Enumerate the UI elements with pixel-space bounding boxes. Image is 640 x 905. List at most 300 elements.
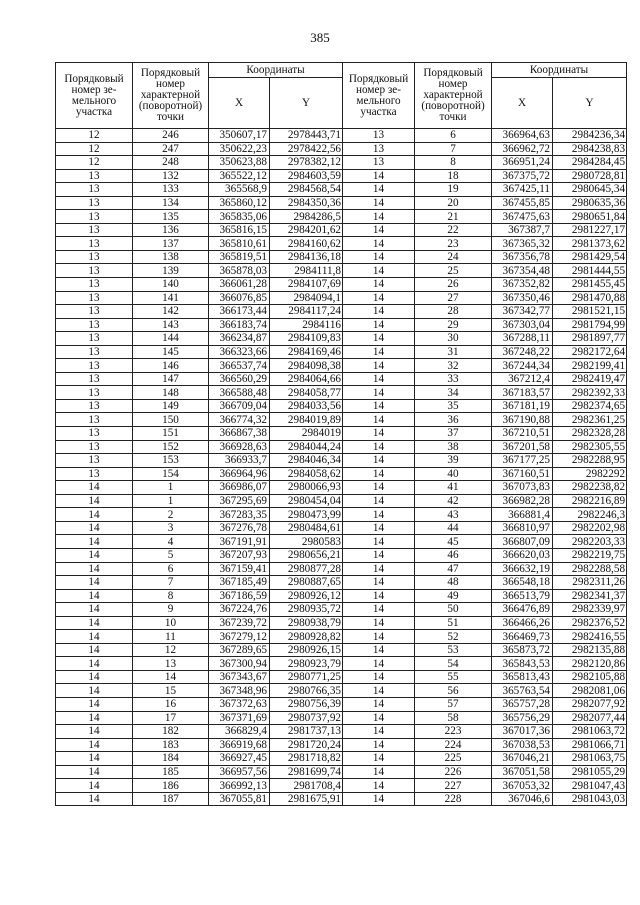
table-row — [56, 142, 627, 156]
table-row — [56, 278, 627, 292]
y-coordinate-cell: 2982203,33 — [553, 535, 627, 549]
plot-number-cell: 14 — [343, 630, 415, 644]
point-number-cell: 38 — [415, 440, 492, 454]
y-coordinate-cell: 2984284,45 — [553, 156, 627, 170]
y-coordinate-cell: 2984169,46 — [270, 345, 343, 359]
plot-number-cell: 12 — [56, 156, 133, 170]
plot-number-cell: 14 — [56, 562, 133, 576]
y-coordinate-cell: 2980651,84 — [553, 210, 627, 224]
plot-number-cell: 14 — [56, 792, 133, 806]
point-number-cell: 186 — [133, 779, 209, 793]
plot-number-cell: 14 — [343, 643, 415, 657]
point-number-cell: 7 — [133, 576, 209, 590]
plot-number-cell: 12 — [56, 129, 133, 143]
plot-number-cell: 14 — [343, 765, 415, 779]
y-coordinate-cell: 2981063,75 — [553, 752, 627, 766]
x-coordinate-cell: 367224,76 — [209, 603, 270, 617]
x-coordinate-cell: 366548,18 — [492, 576, 553, 590]
plot-number-cell: 13 — [56, 399, 133, 413]
y-coordinate-cell: 2981373,62 — [553, 237, 627, 251]
plot-number-cell: 14 — [343, 467, 415, 481]
y-coordinate-cell: 2984058,62 — [270, 467, 343, 481]
point-number-cell: 138 — [133, 250, 209, 264]
table-row — [56, 264, 627, 278]
y-coordinate-cell: 2980737,92 — [270, 711, 343, 725]
x-coordinate-cell: 367387,7 — [492, 223, 553, 237]
x-coordinate-cell: 366323,66 — [209, 345, 270, 359]
y-coordinate-cell: 2984111,8 — [270, 264, 343, 278]
plot-number-cell: 13 — [56, 318, 133, 332]
x-coordinate-cell: 366183,74 — [209, 318, 270, 332]
x-coordinate-cell: 365878,03 — [209, 264, 270, 278]
plot-number-cell: 14 — [343, 616, 415, 630]
x-coordinate-cell: 367210,51 — [492, 427, 553, 441]
y-coordinate-cell: 2981055,29 — [553, 765, 627, 779]
y-coordinate-cell: 2982135,88 — [553, 643, 627, 657]
point-number-cell: 141 — [133, 291, 209, 305]
plot-number-cell: 14 — [343, 711, 415, 725]
point-number-cell: 143 — [133, 318, 209, 332]
point-number-cell: 10 — [133, 616, 209, 630]
x-coordinate-cell: 367239,72 — [209, 616, 270, 630]
point-number-cell: 27 — [415, 291, 492, 305]
plot-number-cell: 14 — [56, 643, 133, 657]
point-number-cell: 150 — [133, 413, 209, 427]
y-coordinate-cell: 2984109,83 — [270, 332, 343, 346]
x-coordinate-cell: 367455,85 — [492, 196, 553, 210]
y-coordinate-cell: 2984201,62 — [270, 223, 343, 237]
plot-number-cell: 14 — [343, 752, 415, 766]
table-row — [56, 792, 627, 806]
table-row — [56, 156, 627, 170]
x-coordinate-cell: 366829,4 — [209, 725, 270, 739]
point-number-cell: 45 — [415, 535, 492, 549]
x-coordinate-cell: 365568,9 — [209, 183, 270, 197]
point-number-cell: 148 — [133, 386, 209, 400]
plot-number-cell: 14 — [56, 765, 133, 779]
point-number-cell: 133 — [133, 183, 209, 197]
plot-number-cell: 14 — [56, 548, 133, 562]
y-coordinate-cell: 2981897,77 — [553, 332, 627, 346]
plot-number-cell: 13 — [56, 237, 133, 251]
table-row — [56, 223, 627, 237]
x-coordinate-cell: 367201,58 — [492, 440, 553, 454]
x-coordinate-cell: 366632,19 — [492, 562, 553, 576]
point-number-cell: 28 — [415, 305, 492, 319]
y-coordinate-cell: 2982328,28 — [553, 427, 627, 441]
point-number-cell: 149 — [133, 399, 209, 413]
y-coordinate-cell: 2982374,65 — [553, 399, 627, 413]
y-coordinate-cell: 2984064,66 — [270, 372, 343, 386]
point-number-cell: 154 — [133, 467, 209, 481]
table-row — [56, 440, 627, 454]
plot-number-cell: 14 — [56, 752, 133, 766]
x-coordinate-cell: 367352,82 — [492, 278, 553, 292]
plot-number-cell: 14 — [343, 250, 415, 264]
y-coordinate-cell: 2980473,99 — [270, 508, 343, 522]
plot-number-cell: 14 — [343, 413, 415, 427]
y-coordinate-cell: 2984238,83 — [553, 142, 627, 156]
point-number-cell: 41 — [415, 481, 492, 495]
y-coordinate-cell: 2982219,75 — [553, 548, 627, 562]
point-number-cell: 47 — [415, 562, 492, 576]
point-number-cell: 228 — [415, 792, 492, 806]
table-row — [56, 413, 627, 427]
plot-number-cell: 13 — [56, 196, 133, 210]
x-coordinate-cell: 367159,41 — [209, 562, 270, 576]
point-number-cell: 144 — [133, 332, 209, 346]
table-row — [56, 183, 627, 197]
point-number-cell: 9 — [133, 603, 209, 617]
x-coordinate-cell: 367244,34 — [492, 359, 553, 373]
y-coordinate-cell: 2981521,15 — [553, 305, 627, 319]
plot-number-cell: 14 — [56, 535, 133, 549]
x-coordinate-cell: 366807,09 — [492, 535, 553, 549]
y-coordinate-cell: 2981708,4 — [270, 779, 343, 793]
x-coordinate-cell: 367038,53 — [492, 738, 553, 752]
table-row — [56, 535, 627, 549]
point-number-cell: 152 — [133, 440, 209, 454]
plot-number-cell: 13 — [56, 454, 133, 468]
point-number-cell: 182 — [133, 725, 209, 739]
plot-number-cell: 13 — [56, 345, 133, 359]
point-number-cell: 21 — [415, 210, 492, 224]
x-coordinate-cell: 367073,83 — [492, 481, 553, 495]
x-coordinate-cell: 366919,68 — [209, 738, 270, 752]
point-number-cell: 19 — [415, 183, 492, 197]
point-number-cell: 46 — [415, 548, 492, 562]
y-coordinate-cell: 2980756,39 — [270, 697, 343, 711]
table-row — [56, 765, 627, 779]
plot-number-cell: 14 — [56, 630, 133, 644]
plot-number-cell: 14 — [56, 521, 133, 535]
point-number-cell: 34 — [415, 386, 492, 400]
y-coordinate-cell: 2980935,72 — [270, 603, 343, 617]
y-coordinate-cell: 2982105,88 — [553, 670, 627, 684]
y-coordinate-cell: 2984019 — [270, 427, 343, 441]
table-row — [56, 250, 627, 264]
table-row — [56, 454, 627, 468]
table-row — [56, 427, 627, 441]
plot-number-cell: 14 — [343, 697, 415, 711]
y-coordinate-cell: 2982077,92 — [553, 697, 627, 711]
point-number-cell: 184 — [133, 752, 209, 766]
plot-number-cell: 14 — [343, 264, 415, 278]
point-number-cell: 36 — [415, 413, 492, 427]
y-coordinate-cell: 2981444,55 — [553, 264, 627, 278]
table-row — [56, 697, 627, 711]
point-number-cell: 58 — [415, 711, 492, 725]
y-coordinate-cell: 2981737,13 — [270, 725, 343, 739]
point-number-cell: 17 — [133, 711, 209, 725]
y-coordinate-cell: 2981718,82 — [270, 752, 343, 766]
y-coordinate-cell: 2980926,15 — [270, 643, 343, 657]
point-number-cell: 246 — [133, 129, 209, 143]
x-coordinate-cell: 367160,51 — [492, 467, 553, 481]
table-row — [56, 372, 627, 386]
point-number-cell: 7 — [415, 142, 492, 156]
point-number-cell: 136 — [133, 223, 209, 237]
point-number-cell: 3 — [133, 521, 209, 535]
point-number-cell: 56 — [415, 684, 492, 698]
y-coordinate-cell: 2982238,82 — [553, 481, 627, 495]
x-coordinate-cell: 367207,93 — [209, 548, 270, 562]
point-number-cell: 8 — [415, 156, 492, 170]
plot-number-cell: 13 — [56, 372, 133, 386]
plot-number-cell: 13 — [56, 250, 133, 264]
table-row — [56, 752, 627, 766]
point-number-cell: 2 — [133, 508, 209, 522]
x-coordinate-cell: 366588,48 — [209, 386, 270, 400]
y-coordinate-cell: 2984107,69 — [270, 278, 343, 292]
table-row — [56, 616, 627, 630]
table-row — [56, 670, 627, 684]
point-number-cell: 247 — [133, 142, 209, 156]
x-coordinate-cell: 365816,15 — [209, 223, 270, 237]
point-number-cell: 37 — [415, 427, 492, 441]
y-coordinate-cell: 2980923,79 — [270, 657, 343, 671]
x-coordinate-cell: 367343,67 — [209, 670, 270, 684]
x-coordinate-cell: 366537,74 — [209, 359, 270, 373]
y-coordinate-cell: 2981675,91 — [270, 792, 343, 806]
plot-number-cell: 13 — [56, 169, 133, 183]
y-coordinate-cell: 2984136,18 — [270, 250, 343, 264]
table-row — [56, 725, 627, 739]
plot-number-cell: 12 — [56, 142, 133, 156]
y-coordinate-cell: 2984058,77 — [270, 386, 343, 400]
point-number-cell: 25 — [415, 264, 492, 278]
y-coordinate-cell: 2980656,21 — [270, 548, 343, 562]
point-number-cell: 134 — [133, 196, 209, 210]
x-coordinate-cell: 366560,29 — [209, 372, 270, 386]
header-point-number: Порядковый номер характерной (поворотной) точки — [133, 63, 209, 129]
y-coordinate-cell: 2980728,81 — [553, 169, 627, 183]
plot-number-cell: 13 — [56, 291, 133, 305]
x-coordinate-cell: 366982,28 — [492, 494, 553, 508]
plot-number-cell: 14 — [56, 725, 133, 739]
y-coordinate-cell: 2981794,99 — [553, 318, 627, 332]
table-row — [56, 169, 627, 183]
x-coordinate-cell: 366992,13 — [209, 779, 270, 793]
plot-number-cell: 14 — [343, 670, 415, 684]
x-coordinate-cell: 366173,44 — [209, 305, 270, 319]
y-coordinate-cell: 2982376,52 — [553, 616, 627, 630]
plot-number-cell: 14 — [343, 223, 415, 237]
x-coordinate-cell: 367356,78 — [492, 250, 553, 264]
x-coordinate-cell: 365756,29 — [492, 711, 553, 725]
x-coordinate-cell: 367475,63 — [492, 210, 553, 224]
plot-number-cell: 14 — [343, 792, 415, 806]
y-coordinate-cell: 2980766,35 — [270, 684, 343, 698]
point-number-cell: 18 — [415, 169, 492, 183]
y-coordinate-cell: 2984044,24 — [270, 440, 343, 454]
y-coordinate-cell: 2982416,55 — [553, 630, 627, 644]
point-number-cell: 183 — [133, 738, 209, 752]
x-coordinate-cell: 366927,45 — [209, 752, 270, 766]
x-coordinate-cell: 365810,61 — [209, 237, 270, 251]
x-coordinate-cell: 367046,6 — [492, 792, 553, 806]
point-number-cell: 33 — [415, 372, 492, 386]
plot-number-cell: 13 — [56, 467, 133, 481]
table-body — [56, 129, 627, 806]
table-row — [56, 345, 627, 359]
point-number-cell: 227 — [415, 779, 492, 793]
point-number-cell: 29 — [415, 318, 492, 332]
x-coordinate-cell: 367295,69 — [209, 494, 270, 508]
point-number-cell: 20 — [415, 196, 492, 210]
point-number-cell: 24 — [415, 250, 492, 264]
point-number-cell: 223 — [415, 725, 492, 739]
table-row — [56, 779, 627, 793]
point-number-cell: 142 — [133, 305, 209, 319]
table-row — [56, 630, 627, 644]
x-coordinate-cell: 365819,51 — [209, 250, 270, 264]
page-number: 385 — [310, 30, 330, 45]
table-row — [56, 318, 627, 332]
y-coordinate-cell: 2982081,06 — [553, 684, 627, 698]
point-number-cell: 15 — [133, 684, 209, 698]
plot-number-cell: 14 — [343, 278, 415, 292]
table-row — [56, 589, 627, 603]
plot-number-cell: 14 — [56, 738, 133, 752]
x-coordinate-cell: 365860,12 — [209, 196, 270, 210]
point-number-cell: 146 — [133, 359, 209, 373]
table-row — [56, 210, 627, 224]
x-coordinate-cell: 366469,73 — [492, 630, 553, 644]
plot-number-cell: 14 — [343, 535, 415, 549]
plot-number-cell: 13 — [56, 427, 133, 441]
plot-number-cell: 14 — [343, 237, 415, 251]
point-number-cell: 147 — [133, 372, 209, 386]
point-number-cell: 50 — [415, 603, 492, 617]
x-coordinate-cell: 367183,57 — [492, 386, 553, 400]
header-coordinates: Координаты — [209, 63, 343, 78]
x-coordinate-cell: 365763,54 — [492, 684, 553, 698]
plot-number-cell: 14 — [343, 318, 415, 332]
header-plot-number: Порядковый номер зе-мельного участка — [56, 63, 133, 129]
x-coordinate-cell: 367248,22 — [492, 345, 553, 359]
y-coordinate-cell: 2984116 — [270, 318, 343, 332]
point-number-cell: 137 — [133, 237, 209, 251]
point-number-cell: 55 — [415, 670, 492, 684]
y-coordinate-cell: 2981455,45 — [553, 278, 627, 292]
plot-number-cell: 14 — [343, 738, 415, 752]
x-coordinate-cell: 367181,19 — [492, 399, 553, 413]
plot-number-cell: 14 — [56, 657, 133, 671]
plot-number-cell: 14 — [56, 616, 133, 630]
table-row — [56, 562, 627, 576]
point-number-cell: 4 — [133, 535, 209, 549]
plot-number-cell: 14 — [343, 399, 415, 413]
point-number-cell: 185 — [133, 765, 209, 779]
y-coordinate-cell: 2984350,36 — [270, 196, 343, 210]
table-row — [56, 386, 627, 400]
point-number-cell: 23 — [415, 237, 492, 251]
x-coordinate-cell: 367348,96 — [209, 684, 270, 698]
y-coordinate-cell: 2982077,44 — [553, 711, 627, 725]
plot-number-cell: 13 — [56, 440, 133, 454]
table-row — [56, 129, 627, 143]
table-row — [56, 196, 627, 210]
x-coordinate-cell: 365757,28 — [492, 697, 553, 711]
y-coordinate-cell: 2981063,72 — [553, 725, 627, 739]
plot-number-cell: 13 — [56, 359, 133, 373]
point-number-cell: 49 — [415, 589, 492, 603]
y-coordinate-cell: 2981066,71 — [553, 738, 627, 752]
plot-number-cell: 14 — [56, 576, 133, 590]
x-coordinate-cell: 366061,28 — [209, 278, 270, 292]
x-coordinate-cell: 367185,49 — [209, 576, 270, 590]
plot-number-cell: 13 — [343, 129, 415, 143]
plot-number-cell: 14 — [343, 548, 415, 562]
y-coordinate-cell: 2980877,28 — [270, 562, 343, 576]
plot-number-cell: 14 — [343, 169, 415, 183]
x-coordinate-cell: 367354,48 — [492, 264, 553, 278]
x-coordinate-cell: 367365,32 — [492, 237, 553, 251]
point-number-cell: 14 — [133, 670, 209, 684]
header-y: Y — [270, 78, 343, 129]
y-coordinate-cell: 2982202,98 — [553, 521, 627, 535]
x-coordinate-cell: 367279,12 — [209, 630, 270, 644]
x-coordinate-cell: 366986,07 — [209, 481, 270, 495]
x-coordinate-cell: 366774,32 — [209, 413, 270, 427]
table-row — [56, 684, 627, 698]
plot-number-cell: 14 — [343, 359, 415, 373]
plot-number-cell: 14 — [56, 481, 133, 495]
y-coordinate-cell: 2984160,62 — [270, 237, 343, 251]
y-coordinate-cell: 2984033,56 — [270, 399, 343, 413]
x-coordinate-cell: 367190,88 — [492, 413, 553, 427]
point-number-cell: 151 — [133, 427, 209, 441]
y-coordinate-cell: 2984236,34 — [553, 129, 627, 143]
point-number-cell: 54 — [415, 657, 492, 671]
plot-number-cell: 13 — [56, 305, 133, 319]
point-number-cell: 57 — [415, 697, 492, 711]
y-coordinate-cell: 2984046,34 — [270, 454, 343, 468]
x-coordinate-cell: 367303,04 — [492, 318, 553, 332]
point-number-cell: 51 — [415, 616, 492, 630]
point-number-cell: 132 — [133, 169, 209, 183]
table-row — [56, 481, 627, 495]
y-coordinate-cell: 2982199,41 — [553, 359, 627, 373]
x-coordinate-cell: 365835,06 — [209, 210, 270, 224]
coordinates-table — [55, 62, 627, 806]
x-coordinate-cell: 367288,11 — [492, 332, 553, 346]
x-coordinate-cell: 366476,89 — [492, 603, 553, 617]
y-coordinate-cell: 2980066,93 — [270, 481, 343, 495]
plot-number-cell: 14 — [343, 427, 415, 441]
point-number-cell: 43 — [415, 508, 492, 522]
point-number-cell: 153 — [133, 454, 209, 468]
y-coordinate-cell: 2982216,89 — [553, 494, 627, 508]
x-coordinate-cell: 366513,79 — [492, 589, 553, 603]
plot-number-cell: 14 — [56, 589, 133, 603]
x-coordinate-cell: 366810,97 — [492, 521, 553, 535]
x-coordinate-cell: 365873,72 — [492, 643, 553, 657]
y-coordinate-cell: 2982339,97 — [553, 603, 627, 617]
plot-number-cell: 14 — [56, 603, 133, 617]
y-coordinate-cell: 2984603,59 — [270, 169, 343, 183]
point-number-cell: 224 — [415, 738, 492, 752]
y-coordinate-cell: 2980938,79 — [270, 616, 343, 630]
plot-number-cell: 14 — [343, 481, 415, 495]
plot-number-cell: 14 — [343, 494, 415, 508]
y-coordinate-cell: 2980484,61 — [270, 521, 343, 535]
y-coordinate-cell: 2978422,56 — [270, 142, 343, 156]
plot-number-cell: 13 — [56, 386, 133, 400]
point-number-cell: 1 — [133, 481, 209, 495]
table-row — [56, 738, 627, 752]
